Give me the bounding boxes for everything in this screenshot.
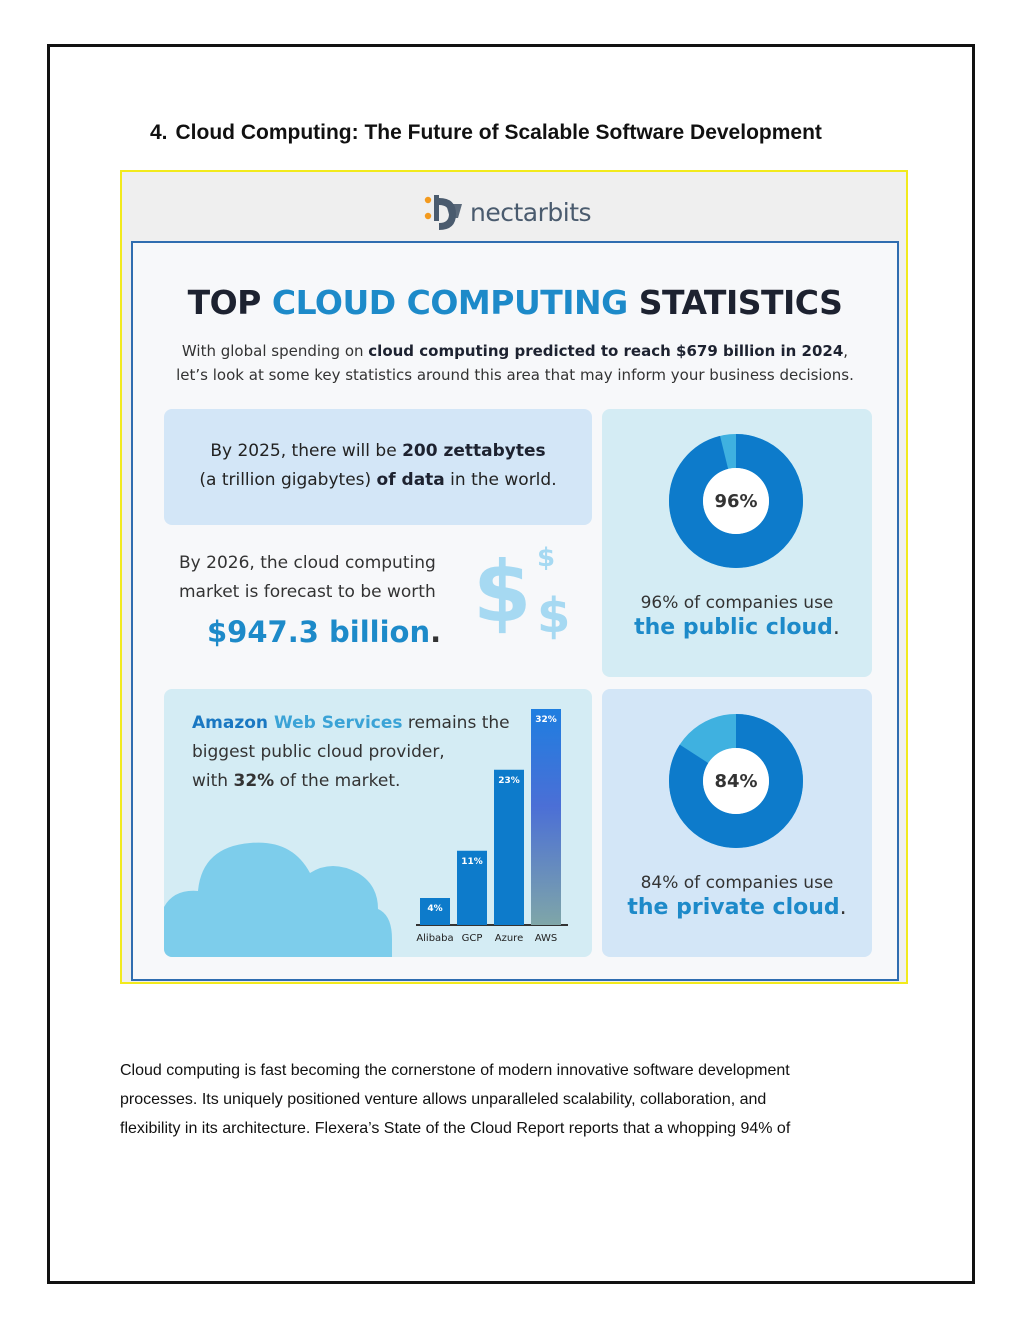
zettabytes-text: By 2025, there will be 200 zettabytes (a trillion gigabytes) of data in the world. <box>199 441 557 490</box>
body-line: processes. Its uniquely positioned venture allows unparalleled scalability, collaboration, and <box>120 1091 767 1108</box>
aws-market-card <box>164 689 592 957</box>
bar-category-label: Azure <box>494 933 524 944</box>
infographic-panel <box>131 241 899 981</box>
zettabytes-card <box>164 409 592 525</box>
public-cloud-strong: the public cloud. <box>634 615 840 640</box>
private-cloud-strong: the private cloud. <box>627 895 847 920</box>
body-line: flexibility in its architecture. Flexera’s State of the Cloud Report reports that a whopping 94% of <box>120 1120 791 1137</box>
aws-market-text: Amazon Web Services remains the biggest public cloud provider, with 32% of the market. <box>192 713 510 791</box>
market-forecast-value: $947.3 billion. <box>207 615 442 649</box>
heading-number: 4. <box>150 121 168 144</box>
bar-aws <box>531 709 561 925</box>
body-paragraph <box>120 1056 910 1143</box>
body-line: Cloud computing is fast becoming the cornerstone of modern innovative software development <box>120 1062 790 1079</box>
infographic-subtitle: With global spending on cloud computing predicted to reach $679 billion in 2024, let’s look at some key statistics around this area that may inform your business decisions. <box>176 342 854 384</box>
bar-value-label: 4% <box>427 904 443 914</box>
public-cloud-card <box>602 409 872 677</box>
bar-value-label: 32% <box>535 715 557 725</box>
dollar-sign-icon: $ <box>473 543 532 641</box>
bar-category-label: AWS <box>534 933 558 944</box>
dollar-sign-icon: $ <box>537 588 571 644</box>
bar-value-label: 11% <box>461 856 483 867</box>
infographic-image <box>120 170 908 984</box>
private-cloud-card <box>602 689 872 957</box>
bar-azure <box>494 770 524 925</box>
nectarbits-logo <box>422 190 591 234</box>
public-cloud-percent: 96% <box>714 490 758 512</box>
private-cloud-percent: 84% <box>714 770 758 792</box>
bar-category-label: Alibaba <box>416 933 454 944</box>
cloud-market-bar-chart <box>404 689 592 957</box>
bar-category-label: GCP <box>461 933 483 944</box>
cloud-illustration-icon <box>164 829 404 957</box>
private-cloud-text: 84% of companies use <box>640 873 834 893</box>
dollar-sign-icon: $ <box>537 543 556 573</box>
logo-wordmark: nectarbits <box>470 197 592 227</box>
public-cloud-text: 96% of companies use <box>640 593 834 613</box>
bar-value-label: 23% <box>498 775 520 786</box>
section-heading <box>150 121 822 145</box>
infographic-title: TOP CLOUD COMPUTING STATISTICS <box>187 283 843 322</box>
heading-text: Cloud Computing: The Future of Scalable Software Development <box>175 121 822 144</box>
market-forecast-text: By 2026, the cloud computing market is forecast to be worth <box>179 553 436 602</box>
nectarbits-logo-icon <box>422 192 464 232</box>
